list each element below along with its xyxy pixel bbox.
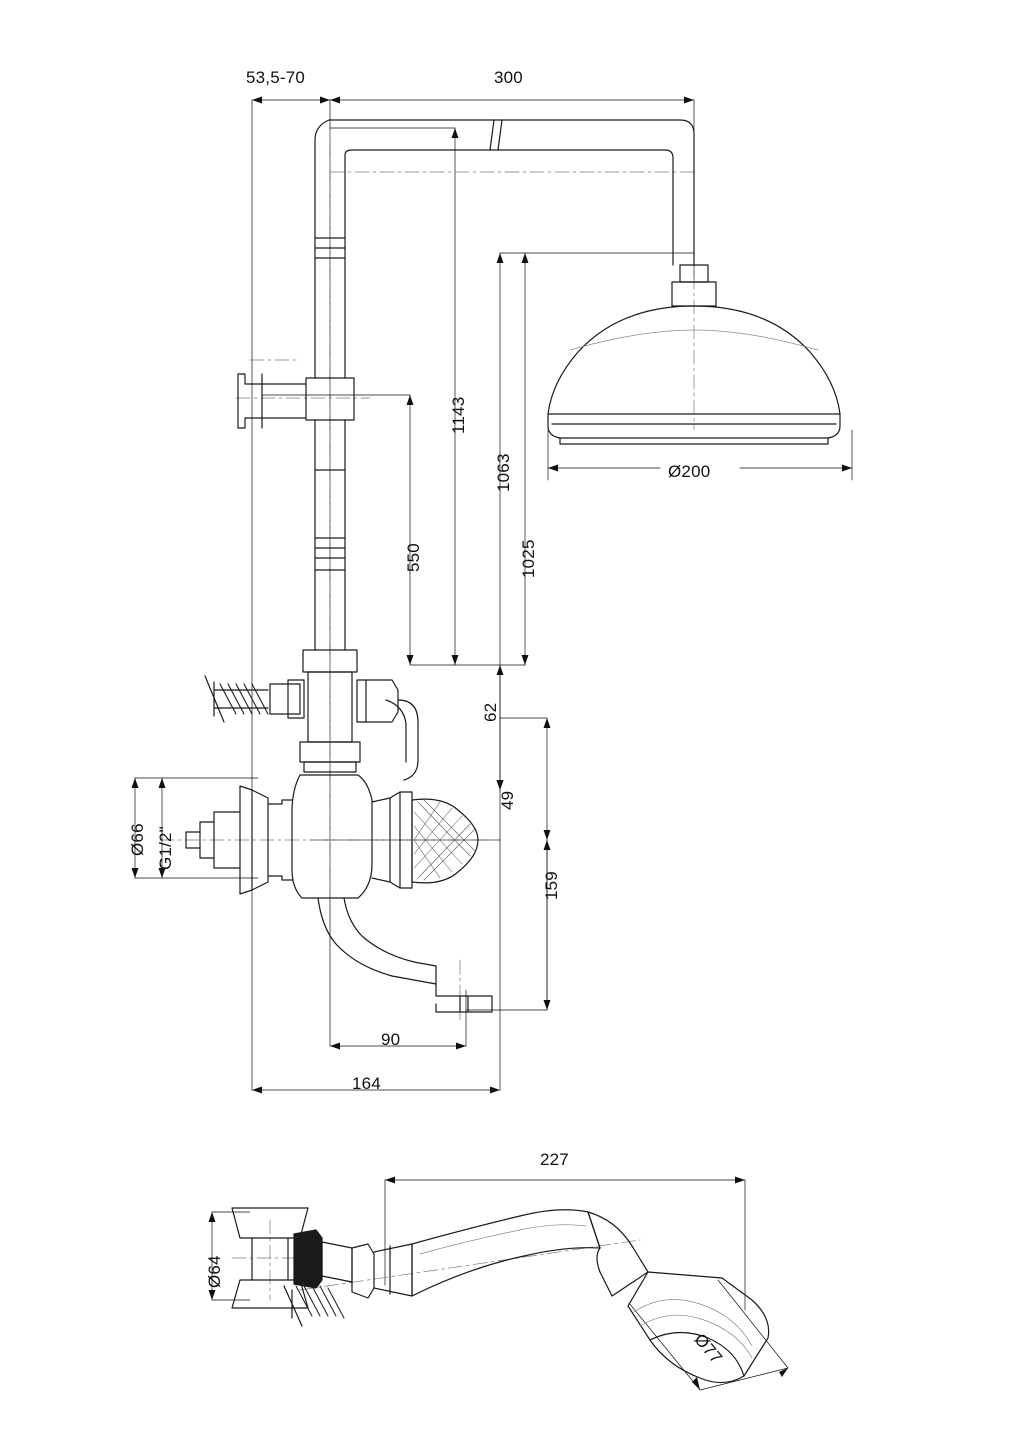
dim-spout-projection-inner: 90 bbox=[381, 1030, 401, 1049]
dim-head-diameter: Ø200 bbox=[668, 462, 711, 481]
dim-handset-head-diameter: Ø77 bbox=[690, 1330, 727, 1368]
dim-head-height-mid: 1063 bbox=[494, 453, 513, 492]
dim-riser-adjust: 53,5-70 bbox=[246, 68, 306, 87]
dim-inlet-diameter: Ø66 bbox=[128, 823, 147, 856]
dim-valve-to-handle: 62 bbox=[481, 702, 500, 722]
dim-head-height-low: 1025 bbox=[519, 539, 538, 578]
dim-head-height-total: 1143 bbox=[449, 396, 468, 434]
dim-valve-offset: 49 bbox=[498, 790, 517, 810]
dim-diverter-height: 550 bbox=[404, 543, 423, 572]
dim-handset-length: 227 bbox=[540, 1150, 569, 1169]
dim-bracket-diameter: Ø64 bbox=[205, 1255, 224, 1288]
dim-inlet-thread: G1/2" bbox=[156, 826, 175, 870]
dim-arm-length: 300 bbox=[494, 68, 523, 87]
dim-spout-projection-outer: 164 bbox=[352, 1074, 381, 1093]
dim-spout-drop: 159 bbox=[542, 871, 561, 900]
